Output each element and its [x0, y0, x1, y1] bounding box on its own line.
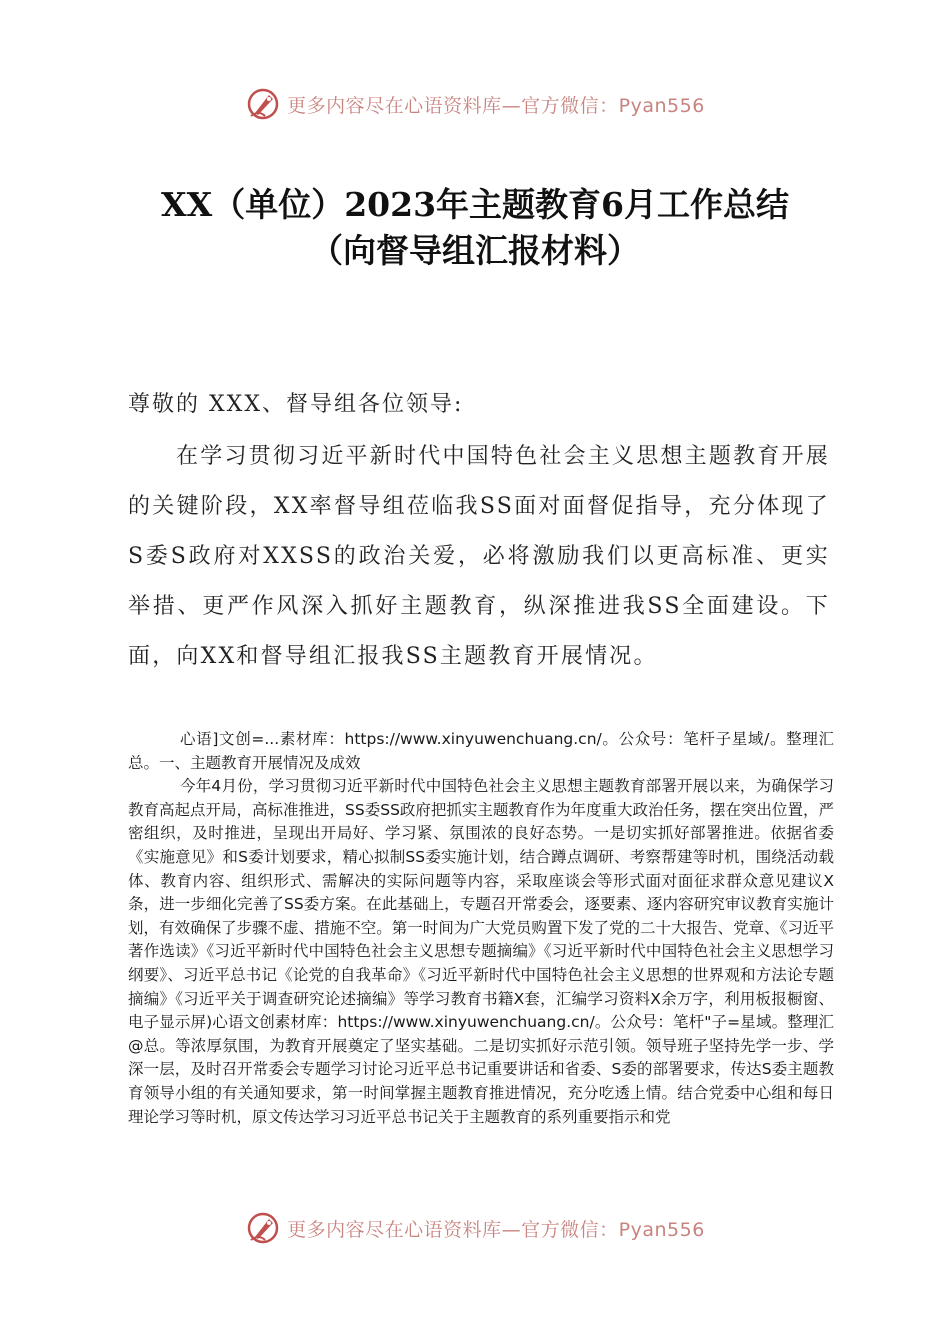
body-text	[128, 728, 834, 1129]
title-line-1: XX（单位）2023年主题教育6月工作总结	[160, 185, 789, 224]
salutation: 尊敬的 XXX、督导组各位领导:	[128, 392, 464, 417]
title-line-2: （向督导组汇报材料）	[310, 231, 640, 270]
pen-nib-logo-icon	[245, 1210, 281, 1246]
footer-watermark-banner	[0, 1208, 950, 1248]
watermark-text: 更多内容尽在心语资料库—官方微信：Pyan556	[287, 94, 705, 117]
intro-paragraph: 在学习贯彻习近平新时代中国特色社会主义思想主题教育开展的关键阶段，XX率督导组莅临我SS面对面督促指导，充分体现了S委S政府对XXSS的政治关爱，必将激励我们以更高标准、更实举措、更严作风深入抓好主题教育，纵深推进我SS全面建设。下面，向XX和督导组汇报我SS主题教育开展情况。	[128, 444, 830, 669]
body-paragraph-2: 今年4月份，学习贯彻习近平新时代中国特色社会主义思想主题教育部署开展以来，为确保学习教育高起点开局，高标准推进，SS委SS政府把抓实主题教育作为年度重大政治任务，摆在突出位置，严密组织，及时推进，呈现出开局好、学习紧、氛围浓的良好态势。一是切实抓好部署推进。依据省委《实施意见》和S委计划要求，精心拟制SS委实施计划，结合蹲点调研、考察帮建等时机，围绕活动载体、教育内容、组织形式、需解决的实际问题等内容，采取座谈会等形式面对面征求群众意见建议X条，进一步细化完善了SS委方案。在此基础上，专题召开常委会，逐要素、逐内容研究审议教育实施计划，有效确保了步骤不虚、措施不空。第一时间为广大党员购置下发了党的二十大报告、党章、《习近平著作选读》《习近平新时代中国特色社会主义思想专题摘编》《习近平新时代中国特色社会主义思想学习纲要》、习近平总书记《论党的自我革命》《习近平新时代中国特色社会主义思想的世界观和方法论专题摘编》《习近平关于调查研究论述摘编》等学习教育书籍X套，汇编学习资料X余万字，利用板报橱窗、电子显示屏)心语文创素材库：https://www.xinyuwenchuang.cn/。公众号：笔杆"子=星域。整理汇@总。等浓厚氛围，为教育开展奠定了坚实基础。二是切实抓好示范引领。领导班子坚持先学一步、学深一层，及时召开常委会专题学习讨论习近平总书记重要讲话和省委、S委的部署要求，传达S委主题教育领导小组的有关通知要求，第一时间掌握主题教育推进情况，充分吃透上情。结合党委中心组和每日理论学习等时机，原文传达学习习近平总书记关于主题教育的系列重要指示和党	[128, 777, 834, 1126]
page-title	[60, 182, 890, 274]
watermark-text: 更多内容尽在心语资料库—官方微信：Pyan556	[287, 1218, 705, 1241]
body-paragraph-1: 心语]文创=...素材库：https://www.xinyuwenchuang.cn/。公众号：笔杆子星域/。整理汇总。一、主题教育开展情况及成效	[128, 730, 834, 772]
pen-nib-logo-icon	[245, 86, 281, 122]
header-watermark-banner	[0, 84, 950, 124]
